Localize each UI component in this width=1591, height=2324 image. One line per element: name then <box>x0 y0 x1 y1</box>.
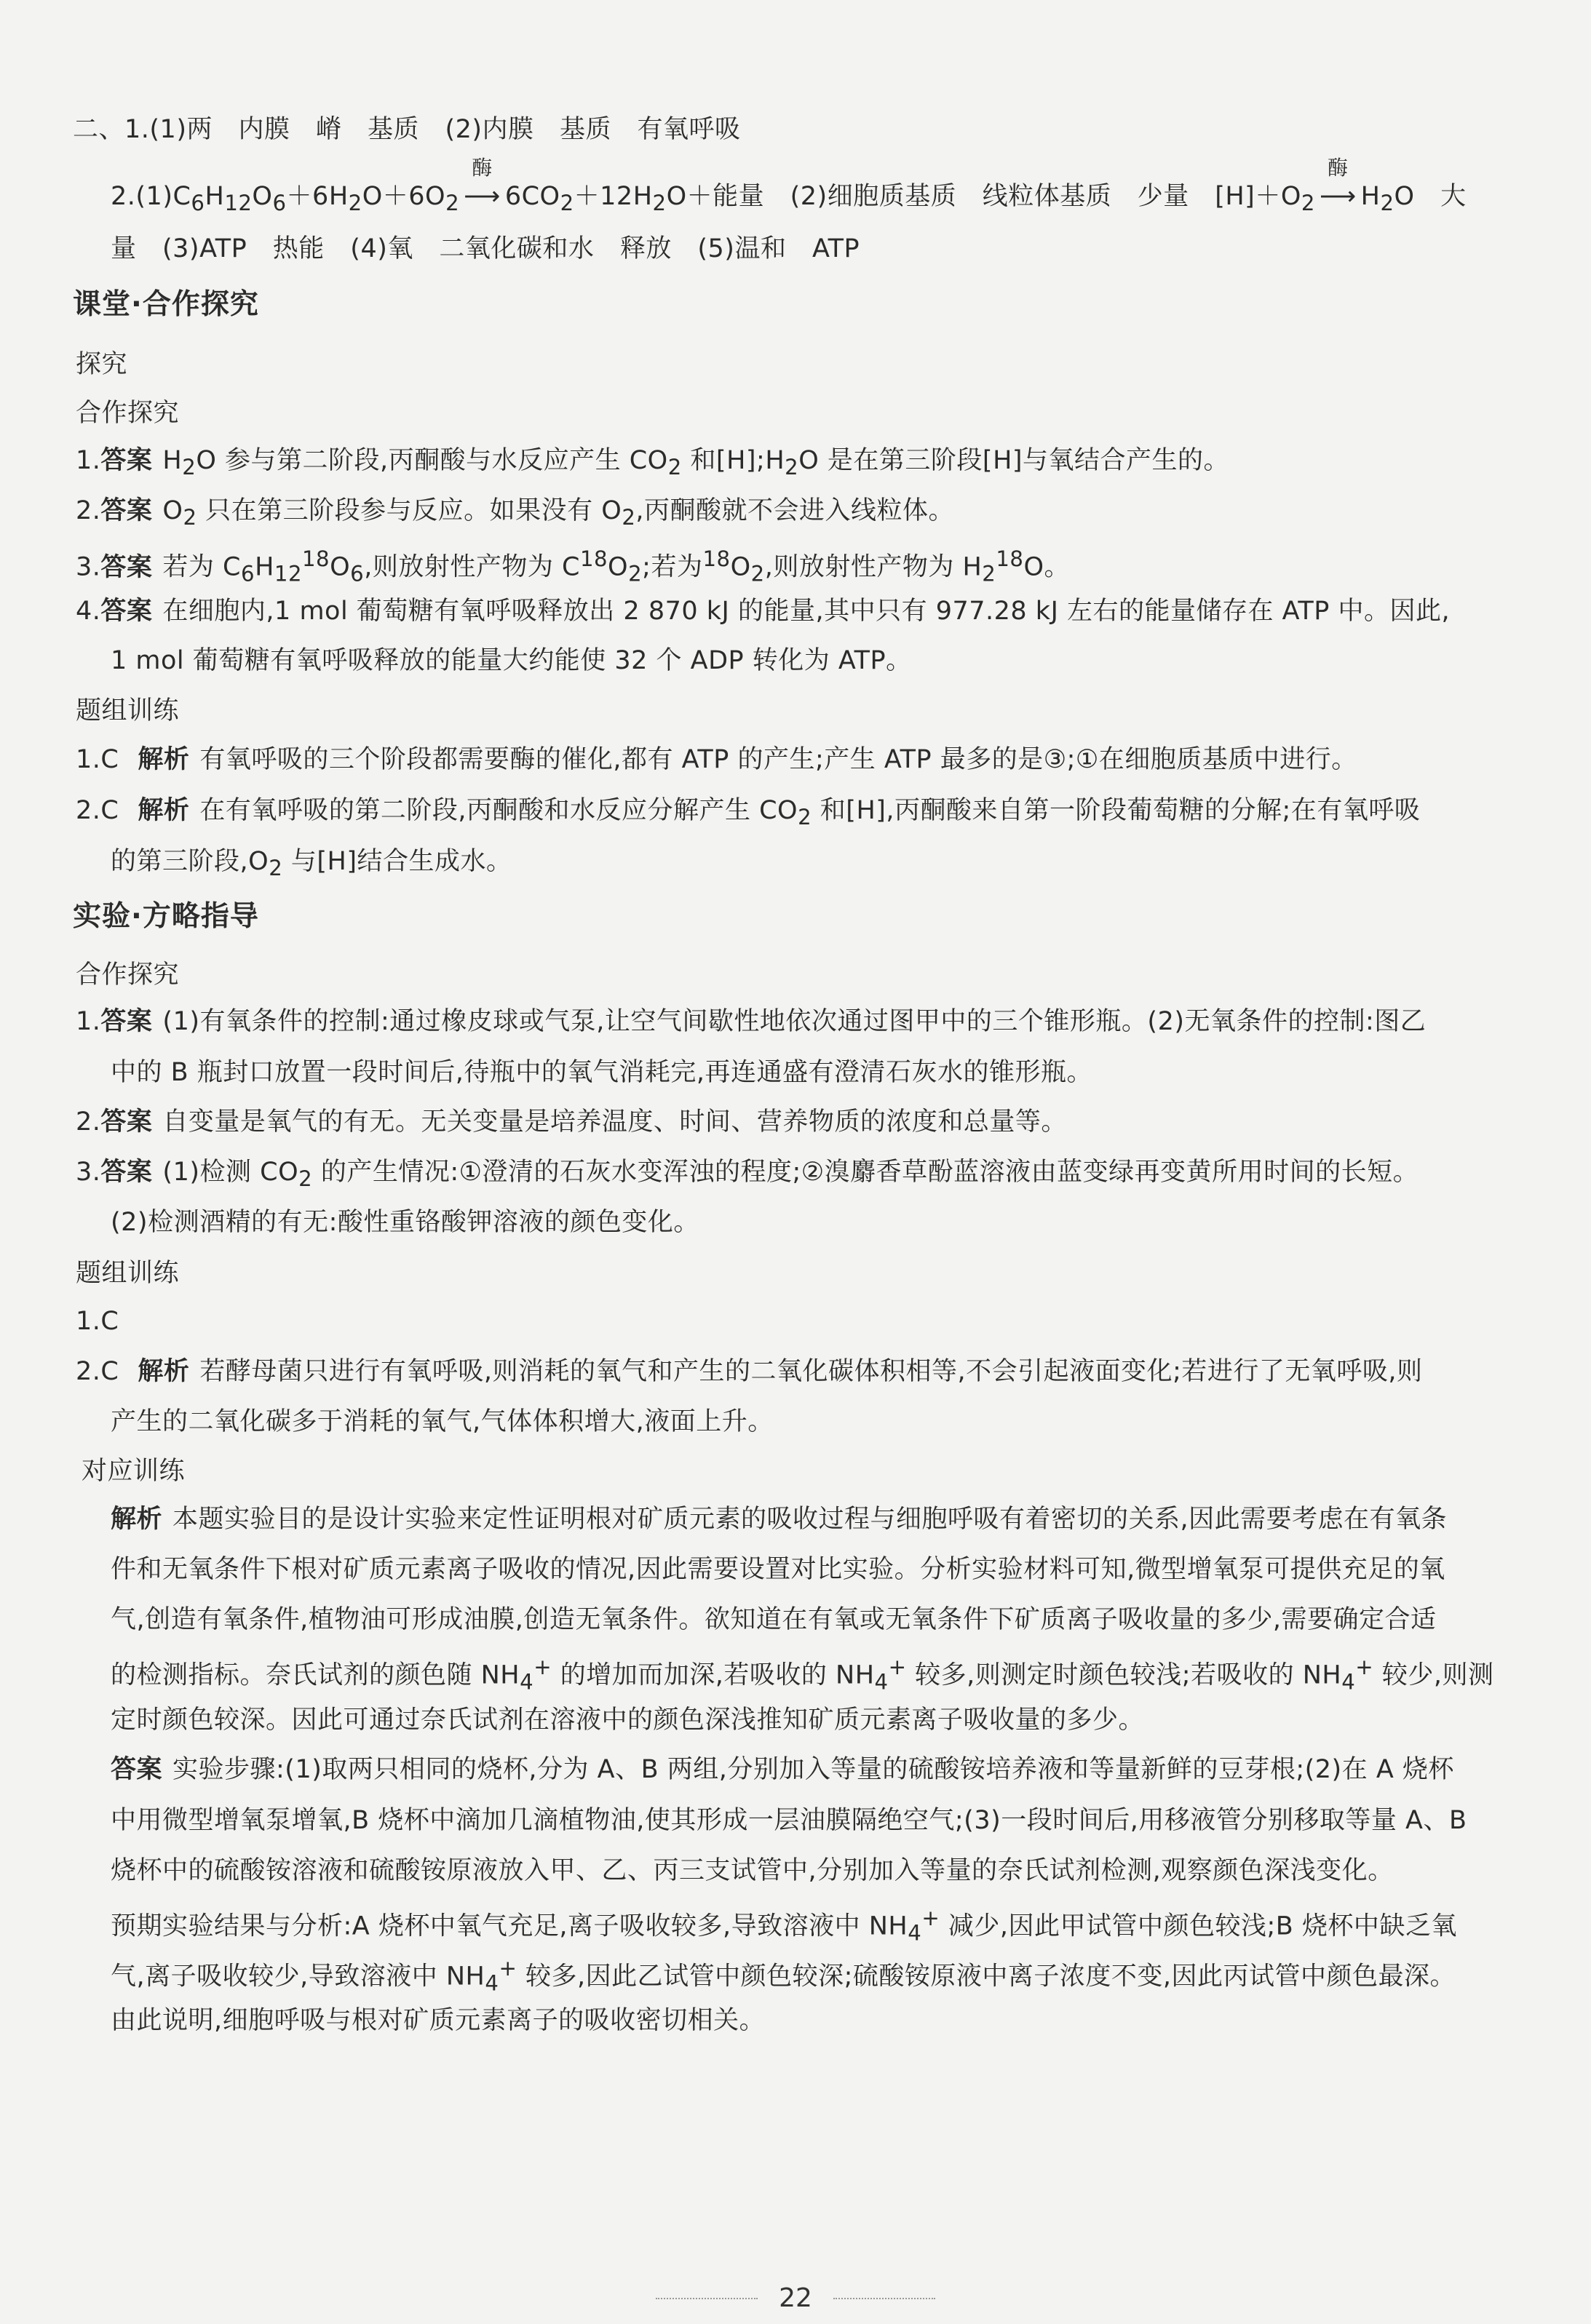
text-line: 气,创造有氧条件,植物油可形成油膜,创造无氧条件。欲知道在有氧或无氧条件下矿质离子吸收量的多少,需要确定合适 <box>111 1605 1437 1634</box>
text-line: 1.答案 $H_2O$ 参与第二阶段,丙酮酸与水反应产生 $CO_2$ 和$[H];H_2O$ 是在第三阶段[H]与氧结合产生的。 <box>76 446 1230 479</box>
text-line: 中的 B 瓶封口放置一段时间后,待瓶中的氧气消耗完,再连通盛有澄清石灰水的锥形瓶。 <box>111 1058 1093 1087</box>
text-line: 对应训练 <box>82 1457 186 1486</box>
text-line: 2.答案 $O_2$ 只在第三阶段参与反应。如果没有 $O_2$,丙酮酸就不会进入线粒体。 <box>76 496 955 530</box>
text-line: 预期实验结果与分析:A 烧杯中氧气充足,离子吸收较多,导致溶液中 $NH_4^+$ 减少,因此甲试管中颜色较浅;B 烧杯中缺乏氧 <box>111 1906 1457 1946</box>
text-line: 3.答案 若为 $C_6H_{12}^{18}O_6$,则放射性产物为 $C^{18}O_2$;若为$^{18}O_2$,则放射性产物为 $H_2^{18}O$。 <box>76 546 1071 586</box>
text-line: 定时颜色较深。因此可通过奈氏试剂在溶液中的颜色深浅推知矿质元素离子吸收量的多少。 <box>111 1706 1145 1735</box>
text-line: 答案 实验步骤:(1)取两只相同的烧杯,分为 A、B 两组,分别加入等量的硫酸铵培养液和等量新鲜的豆芽根;(2)在 A 烧杯 <box>111 1755 1454 1784</box>
text-line: 量 (3)ATP 热能 (4)氧 二氧化碳和水 释放 (5)温和 ATP <box>111 234 860 263</box>
text-line: 的检测指标。奈氏试剂的颜色随 $NH_4^+$ 的增加而加深,若吸收的 $NH_4^+$ 较多,则测定时颜色较浅;若吸收的 $NH_4^+$ 较少,则测 <box>111 1655 1494 1695</box>
text-line: 2.C 解析 若酵母菌只进行有氧呼吸,则消耗的氧气和产生的二氧化碳体积相等,不会引起液面变化;若进行了无氧呼吸,则 <box>76 1357 1423 1386</box>
text-line: 1.答案 (1)有氧条件的控制:通过橡皮球或气泵,让空气间歇性地依次通过图甲中的三个锥形瓶。(2)无氧条件的控制:图乙 <box>76 1007 1427 1036</box>
page-footer <box>0 2283 1591 2313</box>
text-line: 气,离子吸收较少,导致溶液中 $NH_4^+$ 较多,因此乙试管中颜色较深;硫酸铵原液中离子浓度不变,因此丙试管中颜色最深。 <box>111 1956 1456 1996</box>
page-number: 22 <box>779 2283 812 2313</box>
text-line: 4.答案 在细胞内,1 mol 葡萄糖有氧呼吸释放出 2 870 kJ 的能量,其中只有 977.28 kJ 左右的能量储存在 ATP 中。因此, <box>76 597 1451 626</box>
text-line: $2.(1)C_6H_{12}O_6+6H_2O+6O_2$ 酶 ⟶ $6CO_2+12H_2O+$能量 (2)细胞质基质 线粒体基质 少量 $[H]+O_2$ 酶 ⟶ $H_2O$ 大 <box>111 156 1467 215</box>
text-line: 的第三阶段$,O_2$ 与[H]结合生成水。 <box>111 847 512 880</box>
text-line: 解析 本题实验目的是设计实验来定性证明根对矿质元素的吸收过程与细胞呼吸有着密切的关系,因此需要考虑在有氧条 <box>111 1505 1448 1534</box>
footer-ornament-left <box>656 2298 758 2299</box>
text-line: 烧杯中的硫酸铵溶液和硫酸铵原液放入甲、乙、丙三支试管中,分别加入等量的奈氏试剂检测,观察颜色深浅变化。 <box>111 1856 1394 1885</box>
text-line: 2.C 解析 在有氧呼吸的第二阶段,丙酮酸和水反应分解产生 $CO_2$ 和[H],丙酮酸来自第一阶段葡萄糖的分解;在有氧呼吸 <box>76 796 1421 829</box>
footer-ornament-right <box>833 2298 935 2299</box>
text-line: 由此说明,细胞呼吸与根对矿质元素离子的吸收密切相关。 <box>111 2006 766 2035</box>
text-line: 实验·方略指导 <box>73 900 259 933</box>
text-line: 题组训练 <box>76 1259 180 1288</box>
text-line: 3.答案 (1)检测 $CO_2$ 的产生情况:①澄清的石灰水变浑浊的程度;②溴麝香草酚蓝溶液由蓝变绿再变黄所用时间的长短。 <box>76 1158 1419 1191</box>
text-line: 合作探究 <box>76 399 180 428</box>
text-line: 1.C 解析 有氧呼吸的三个阶段都需要酶的催化,都有 ATP 的产生;产生 ATP 最多的是③;①在细胞质基质中进行。 <box>76 745 1357 774</box>
text-line: 二、1.(1)两 内膜 嵴 基质 (2)内膜 基质 有氧呼吸 <box>73 115 741 144</box>
text-line: 合作探究 <box>76 960 180 990</box>
text-line: 题组训练 <box>76 696 180 725</box>
text-line: 课堂·合作探究 <box>73 288 259 321</box>
text-line: 产生的二氧化碳多于消耗的氧气,气体体积增大,液面上升。 <box>111 1407 774 1436</box>
text-line: 件和无氧条件下根对矿质元素离子吸收的情况,因此需要设置对比实验。分析实验材料可知,微型增氧泵可提供充足的氧 <box>111 1555 1445 1584</box>
text-line: 中用微型增氧泵增氧,B 烧杯中滴加几滴植物油,使其形成一层油膜隔绝空气;(3)一段时间后,用移液管分别移取等量 A、B <box>111 1806 1467 1835</box>
text-line: (2)检测酒精的有无:酸性重铬酸钾溶液的颜色变化。 <box>111 1208 699 1237</box>
text-line: 1 mol 葡萄糖有氧呼吸释放的能量大约能使 32 个 ADP 转化为 ATP。 <box>111 646 912 675</box>
text-line: 探究 <box>76 350 128 379</box>
text-line: 2.答案 自变量是氧气的有无。无关变量是培养温度、时间、营养物质的浓度和总量等。 <box>76 1107 1067 1137</box>
text-line: 1.C <box>76 1307 119 1336</box>
